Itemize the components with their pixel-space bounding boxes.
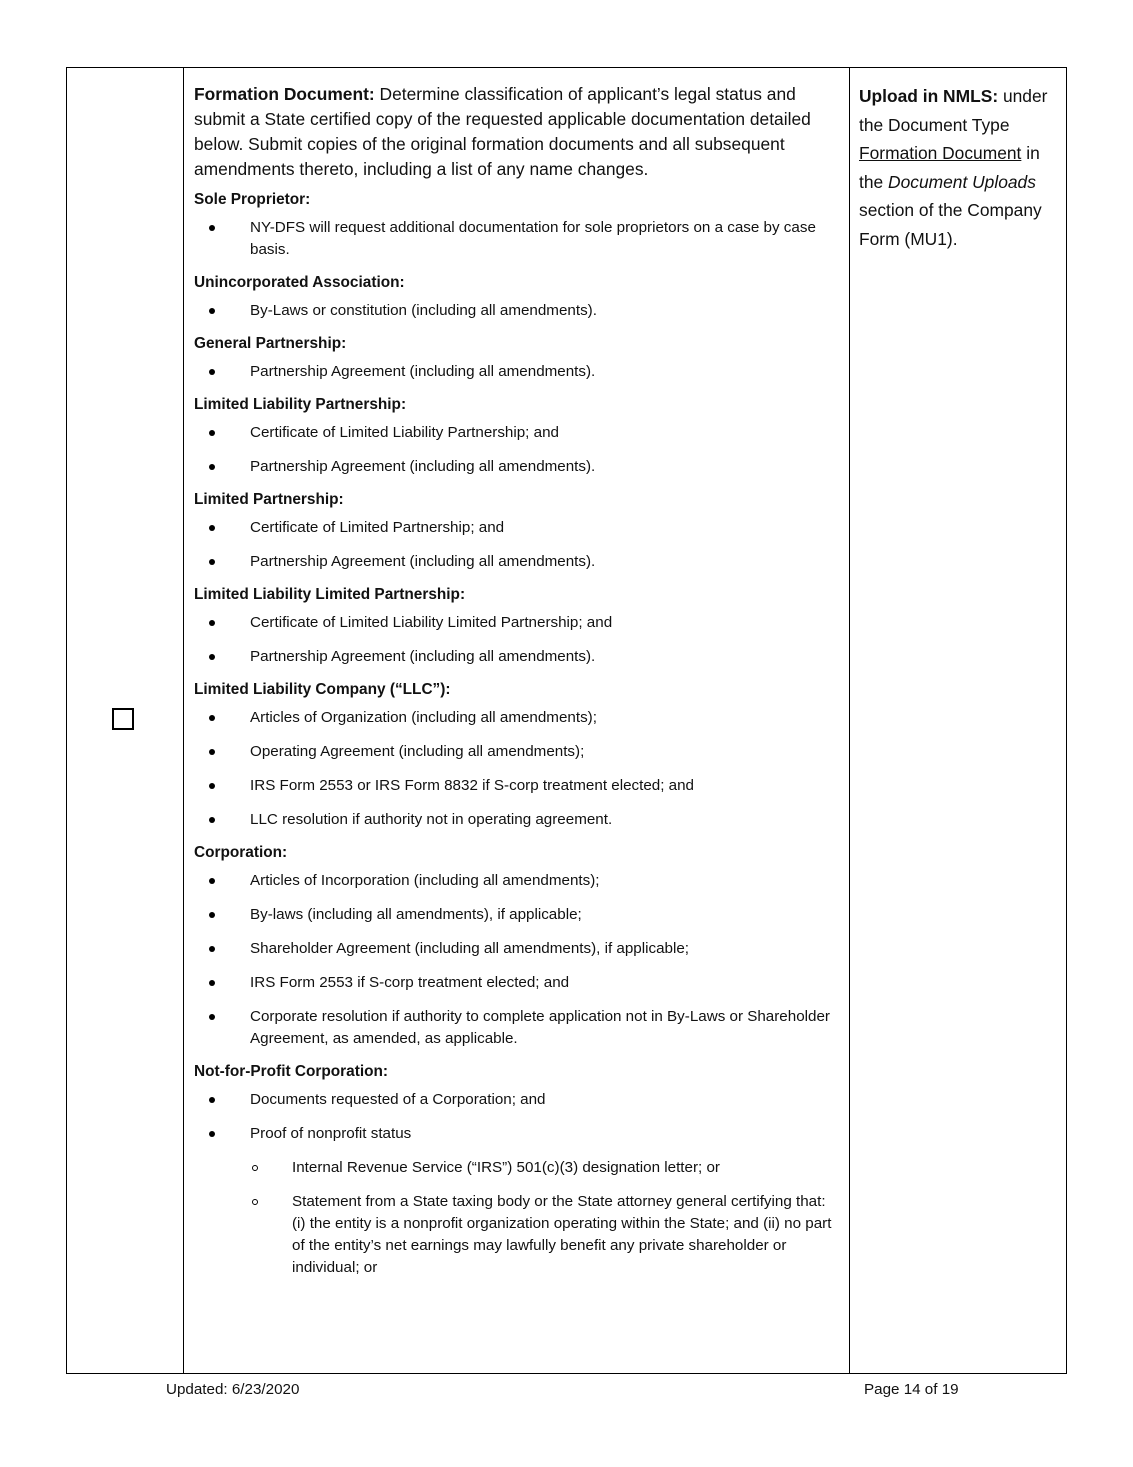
list-item: Proof of nonprofit status bbox=[194, 1123, 842, 1145]
list-item: Articles of Organization (including all amendments); bbox=[194, 707, 842, 729]
section-heading: Unincorporated Association: bbox=[194, 274, 405, 291]
section-heading: Limited Liability Limited Partnership: bbox=[194, 586, 466, 603]
section-not-for-profit bbox=[194, 1062, 842, 1279]
list-item: By-laws (including all amendments), if applicable; bbox=[194, 904, 842, 926]
list-item: Certificate of Limited Partnership; and bbox=[194, 517, 842, 539]
updated-date: Updated: 6/23/2020 bbox=[166, 1381, 300, 1398]
section-general-partnership bbox=[194, 334, 842, 383]
section-heading: General Partnership: bbox=[194, 335, 347, 352]
requirement-description bbox=[194, 82, 842, 1291]
column-divider-left bbox=[183, 68, 184, 1373]
section-limited-partnership bbox=[194, 490, 842, 573]
document-uploads-emphasis: Document Uploads bbox=[888, 171, 1036, 192]
list-item: Partnership Agreement (including all amendments). bbox=[194, 646, 842, 668]
intro-paragraph bbox=[194, 82, 842, 182]
upload-text: section of the Company Form (MU1). bbox=[859, 200, 1042, 249]
column-divider-right bbox=[849, 68, 850, 1373]
sub-list-item: Statement from a State taxing body or the State attorney general certifying that: (i) the entity is a nonprofit organization operating within the State; and (ii) no part of the entity’s net earnings may lawfully benefit any private shareholder or individual; or bbox=[194, 1191, 842, 1279]
section-heading: Sole Proprietor: bbox=[194, 191, 311, 208]
list-item: Partnership Agreement (including all amendments). bbox=[194, 456, 842, 478]
list-item: Operating Agreement (including all amendments); bbox=[194, 741, 842, 763]
list-item: Articles of Incorporation (including all amendments); bbox=[194, 870, 842, 892]
upload-text: in the bbox=[859, 143, 1040, 192]
section-heading: Limited Liability Partnership: bbox=[194, 396, 407, 413]
section-unincorporated-association bbox=[194, 273, 842, 322]
intro-text: Determine classification of applicant’s legal status and submit a State certified copy of the requested applicable documentation detailed below. Submit copies of the original formation documents and all subsequent amendments thereto, including a list of any name changes. bbox=[194, 84, 811, 179]
requirements-table bbox=[66, 67, 1067, 1374]
section-limited-liability-limited-partnership bbox=[194, 585, 842, 668]
section-heading: Not-for-Profit Corporation: bbox=[194, 1063, 389, 1080]
list-item: IRS Form 2553 or IRS Form 8832 if S-corp treatment elected; and bbox=[194, 775, 842, 797]
upload-text: under the Document Type bbox=[859, 86, 1048, 135]
document-type-link: Formation Document bbox=[859, 143, 1022, 163]
upload-label: Upload in NMLS: bbox=[859, 86, 999, 106]
section-corporation bbox=[194, 843, 842, 1050]
list-item: Certificate of Limited Liability Partnership; and bbox=[194, 422, 842, 444]
section-heading: Limited Partnership: bbox=[194, 491, 344, 508]
section-limited-liability-partnership bbox=[194, 395, 842, 478]
section-llc bbox=[194, 680, 842, 831]
list-item: Documents requested of a Corporation; and bbox=[194, 1089, 842, 1111]
list-item: Shareholder Agreement (including all amendments), if applicable; bbox=[194, 938, 842, 960]
sub-list-item: Internal Revenue Service (“IRS”) 501(c)(3) designation letter; or bbox=[194, 1157, 842, 1179]
page-number: Page 14 of 19 bbox=[864, 1381, 959, 1398]
list-item: Certificate of Limited Liability Limited Partnership; and bbox=[194, 612, 842, 634]
intro-heading: Formation Document: bbox=[194, 84, 375, 104]
list-item: Partnership Agreement (including all amendments). bbox=[194, 551, 842, 573]
list-item: Corporate resolution if authority to complete application not in By-Laws or Shareholder Agreement, as amended, as applicable. bbox=[194, 1006, 842, 1050]
section-heading: Corporation: bbox=[194, 844, 288, 861]
list-item: IRS Form 2553 if S-corp treatment elected; and bbox=[194, 972, 842, 994]
nonprofit-proof-list bbox=[194, 1157, 842, 1279]
completion-checkbox[interactable] bbox=[112, 708, 134, 730]
list-item: Partnership Agreement (including all amendments). bbox=[194, 361, 842, 383]
section-heading: Limited Liability Company (“LLC”): bbox=[194, 681, 451, 698]
list-item: NY-DFS will request additional documentation for sole proprietors on a case by case basis. bbox=[194, 217, 842, 261]
section-sole-proprietor bbox=[194, 190, 842, 261]
list-item: LLC resolution if authority not in operating agreement. bbox=[194, 809, 842, 831]
upload-instructions bbox=[859, 82, 1064, 253]
list-item: By-Laws or constitution (including all amendments). bbox=[194, 300, 842, 322]
